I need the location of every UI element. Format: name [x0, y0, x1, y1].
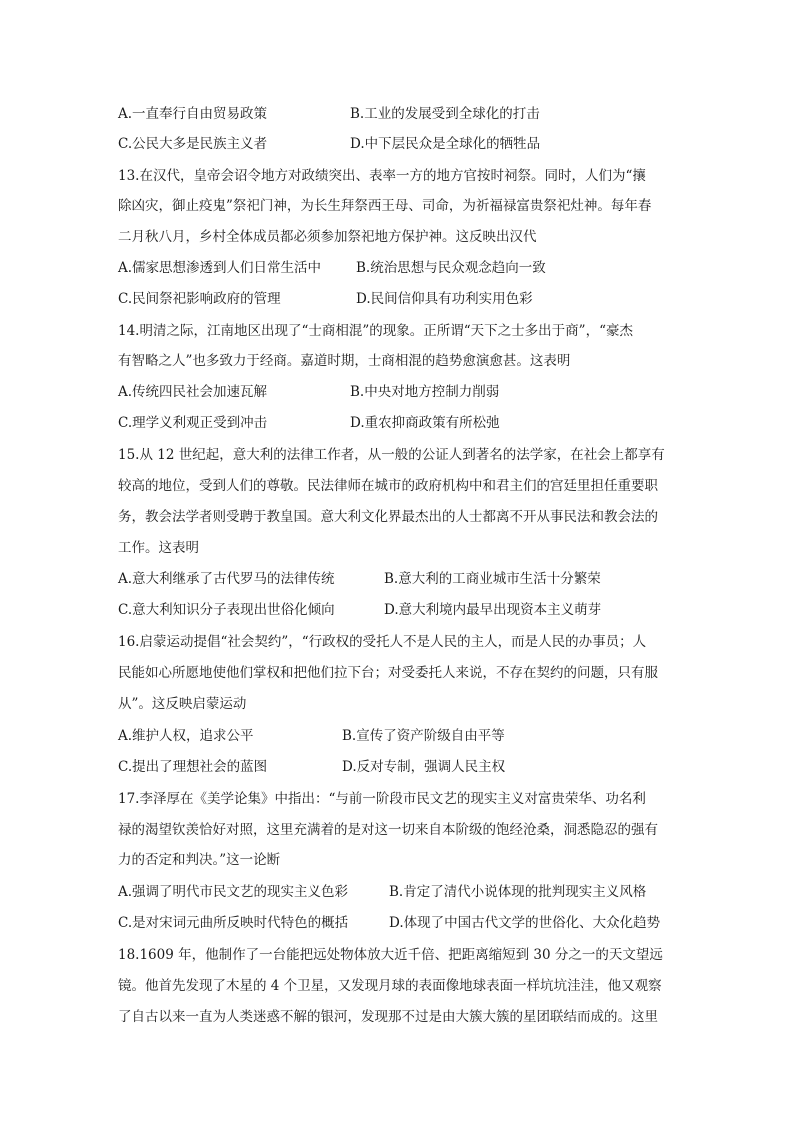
q14-option-a: A.传统四民社会加速瓦解 — [118, 384, 268, 400]
q12-option-b: B.工业的发展受到全球化的打击 — [350, 106, 540, 122]
q15-stem-line: 15.从 12 世纪起，意大利的法律工作者，从一般的公证人到著名的法学家，在社会上都享有 — [118, 447, 665, 463]
q13-option-d: D.民间信仰具有功利实用色彩 — [356, 291, 533, 307]
q13-option-b: B.统治思想与民众观念趋向一致 — [356, 260, 546, 276]
q15-stem-line: 务，教会法学者则受聘于教皇国。意大利文化界最杰出的人士都离不开从事民法和教会法的 — [118, 509, 658, 525]
q17-stem-line: 17.李泽厚在《美学论集》中指出：“与前一阶段市民文艺的现实主义对富贵荣华、功名利 — [118, 791, 646, 807]
q16-stem-line: 民能如心所愿地使他们掌权和把他们拉下台；对受委托人来说，不存在契约的问题，只有服 — [118, 665, 658, 681]
q15-option-d: D.意大利境内最早出现资本主义萌芽 — [384, 602, 602, 618]
q13-stem-line: 13.在汉代，皇帝会诏令地方对政绩突出、表率一方的地方官按时祠祭。同时，人们为“攘 — [118, 168, 646, 184]
q18-stem-line: 了自古以来一直为人类迷惑不解的银河，发现那不过是由大簇大簇的星团联结而成的。这里 — [118, 1009, 658, 1025]
q15-option-b: B.意大利的工商业城市生活十分繁荣 — [384, 571, 601, 587]
q16-option-d: D.反对专制，强调人民主权 — [342, 759, 506, 775]
q16-stem-line: 从”。这反映启蒙运动 — [118, 696, 247, 712]
q15-stem-line: 工作。这表明 — [118, 540, 199, 556]
q17-option-d: D.体现了中国古代文学的世俗化、大众化趋势 — [389, 915, 661, 931]
q15-option-c: C.意大利知识分子表现出世俗化倾向 — [118, 602, 335, 618]
q16-option-b: B.宣传了资产阶级自由平等 — [342, 728, 505, 744]
q13-option-c: C.民间祭祀影响政府的管理 — [118, 291, 281, 307]
q12-option-a: A.一直奉行自由贸易政策 — [118, 106, 268, 122]
q17-option-b: B.肯定了清代小说体现的批判现实主义风格 — [389, 884, 647, 900]
q18-stem-line: 镜。他首先发现了木星的 4 个卫星，又发现月球的表面像地球表面一样坑坑洼洼，他又观察 — [118, 978, 662, 994]
q12-option-c: C.公民大多是民族主义者 — [118, 136, 268, 152]
q13-option-a: A.儒家思想渗透到人们日常生活中 — [118, 260, 322, 276]
q14-option-b: B.中央对地方控制力削弱 — [350, 384, 500, 400]
q17-option-c: C.是对宋词元曲所反映时代特色的概括 — [118, 915, 349, 931]
q12-option-d: D.中下层民众是全球化的牺牲品 — [350, 136, 541, 152]
q14-stem-line: 有智略之人”也多致力于经商。嘉道时期，士商相混的趋势愈演愈甚。这表明 — [118, 353, 571, 369]
q13-stem-line: 除凶灾，御止疫鬼”祭祀门神，为长生拜祭西王母、司命，为祈福禄富贵祭祀灶神。每年春 — [118, 198, 652, 214]
q17-option-a: A.强调了明代市民文艺的现实主义色彩 — [118, 884, 349, 900]
q16-option-c: C.提出了理想社会的蓝图 — [118, 759, 268, 775]
q15-option-a: A.意大利继承了古代罗马的法律传统 — [118, 571, 335, 587]
q14-stem-line: 14.明清之际，江南地区出现了“士商相混”的现象。正所谓“天下之士多出于商”，“豪杰 — [118, 323, 633, 339]
q17-stem-line: 力的否定和判决。”这一论断 — [118, 852, 281, 868]
q15-stem-line: 较高的地位，受到人们的尊敬。民法律师在城市的政府机构中和君主们的宫廷里担任重要职 — [118, 478, 658, 494]
q16-stem-line: 16.启蒙运动提倡“社会契约”，“行政权的受托人不是人民的主人，而是人民的办事员；人 — [118, 634, 647, 650]
q14-option-d: D.重农抑商政策有所松弛 — [350, 415, 500, 431]
q13-stem-line: 二月秋八月，乡村全体成员都必须参加祭祀地方保护神。这反映出汉代 — [118, 229, 537, 245]
q16-option-a: A.维护人权，追求公平 — [118, 728, 254, 744]
q17-stem-line: 禄的渴望钦羡恰好对照，这里充满着的是对这一切来自本阶级的饱经沧桑，洞悉隐忍的强有 — [118, 822, 658, 838]
q18-stem-line: 18.1609 年，他制作了一台能把远处物体放大近千倍、把距离缩短到 30 分之一的天文望远 — [118, 947, 663, 963]
q14-option-c: C.理学义利观正受到冲击 — [118, 415, 268, 431]
